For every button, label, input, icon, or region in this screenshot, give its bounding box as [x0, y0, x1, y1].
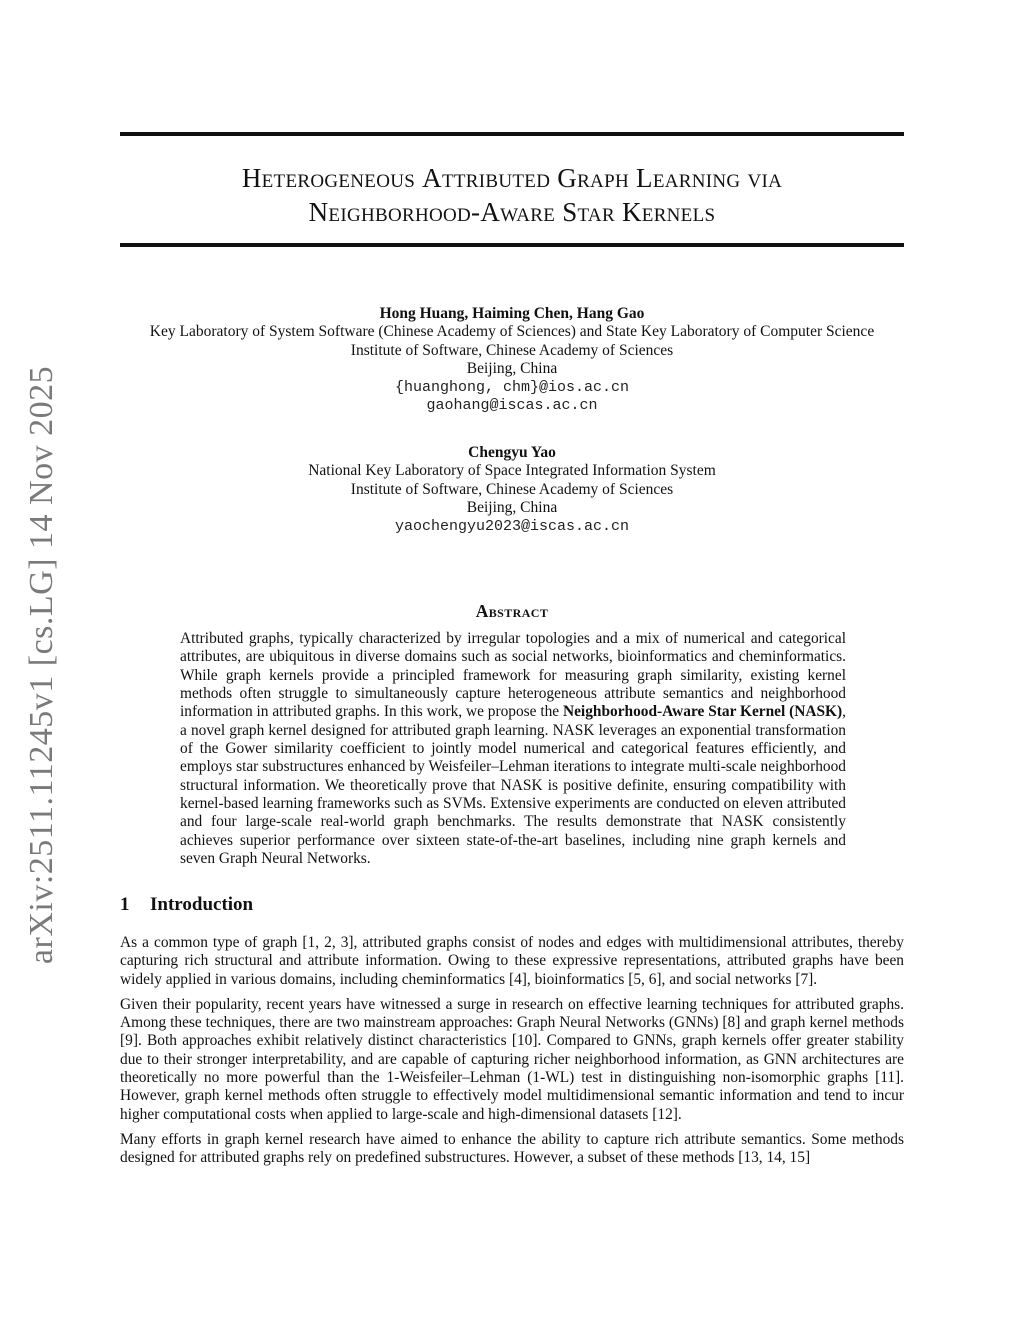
author-location: Beijing, China [466, 499, 558, 517]
abstract-text-part: Attributed graphs, typically characterized by irregular topologies and a mix of numerical and categorical attributes, are ubiquitous in diverse domains such as social networks, bioinformatics and cheminformatics. While graph kernels provide a principled framework for measuring graph similarity, existing kernel methods often struggle to simultaneously capture heterogeneous attribute semantics and neighborhood information in attributed graphs. In this work, we propose the [180, 630, 846, 721]
title-word: Heterogeneous [241, 163, 416, 193]
author-names: Chengyu Yao [468, 444, 556, 461]
section-heading-introduction [120, 894, 253, 916]
section-number: 1 [120, 894, 130, 915]
abstract-text-part: , a novel graph kernel designed for attributed graph learning. NASK leverages an exponential transformation of the Gower similarity coefficient to jointly model numerical and categorical features efficiently, and employs star substructures enhanced by Weisfeiler–Lehman iterations to integrate multi-scale neighborhood structural information. We theoretically prove that NASK is positive definite, ensuring compatibility with kernel-based learning frameworks such as SVMs. Extensive experiments are conducted on eleven attributed and four large-scale real-world graph benchmarks. The results demonstrate that NASK consistently achieves superior performance over sixteen state-of-the-art baselines, including nine graph kernels and seven Graph Neural Networks. [180, 703, 846, 868]
title-word: Attributed [422, 163, 551, 193]
author-email[interactable]: {huanghong, chm}@ios.ac.cn [394, 378, 630, 396]
abstract-text [180, 630, 846, 868]
body-paragraph: As a common type of graph [1, 2, 3], attributed graphs consist of nodes and edges with multidimensional attributes, thereby capturing rich structural and attribute information. Owing to these expressive representations, attributed graphs have been widely applied in various domains, including cheminformatics [4], bioinformatics [5, 6], and social networks [7]. [120, 934, 904, 988]
title-word: via [747, 163, 783, 193]
author-block-1 [100, 305, 924, 415]
title-word: Star [562, 197, 615, 227]
body-paragraph: Given their popularity, recent years have witnessed a surge in research on effective learning techniques for attributed graphs. Among these techniques, there are two mainstream approaches: Graph Neural Networks (GNNs) [8] and graph kernel methods [9]. Both approaches exhibit relatively distinct characteristics [10]. Compared to GNNs, graph kernels offer greater stability due to their stronger interpretability, and are capable of capturing richer neighborhood information, as GNN architectures are theoretically no more powerful than the 1-Weisfeiler–Lehman (1-WL) test in distinguishing non-isomorphic graphs [11]. However, graph kernel methods often struggle to effectively model multidimensional semantic information and tend to incur higher computational costs when applied to large-scale and high-dimensional datasets [12]. [120, 995, 904, 1123]
author-block-2 [100, 444, 924, 536]
title-top-rule [120, 132, 904, 136]
author-names: Hong Huang, Haiming Chen, Hang Gao [379, 305, 645, 322]
title-word: Learning [636, 163, 741, 193]
arxiv-stamp-text: arXiv:2511.11245v1 [cs.LG] 14 Nov 2025 [23, 365, 60, 965]
abstract-method-name: Neighborhood-Aware Star Kernel (NASK) [562, 703, 843, 721]
body-paragraph: Many efforts in graph kernel research have aimed to enhance the ability to capture rich attribute semantics. Some methods designed for attributed graphs rely on predefined substructures. However, a subset of these methods [13, 14, 15] [120, 1130, 904, 1166]
abstract-heading: Abstract [475, 601, 549, 621]
author-affiliation: Key Laboratory of System Software (Chinese Academy of Sciences) and State Key Laboratory of Computer Science [149, 323, 875, 341]
paper-title-line-2 [120, 194, 904, 230]
title-word: Kernels [621, 197, 716, 227]
section-title: Introduction [150, 894, 254, 915]
author-email[interactable]: gaohang@iscas.ac.cn [426, 397, 598, 415]
author-affiliation: National Key Laboratory of Space Integrated Information System [308, 462, 716, 480]
title-word: Neighborhood-Aware [308, 197, 556, 227]
author-location: Beijing, China [466, 360, 558, 378]
title-word: Graph [557, 163, 629, 193]
paper-title-line-1 [120, 160, 904, 196]
author-email[interactable]: yaochengyu2023@iscas.ac.cn [394, 517, 630, 535]
title-bottom-rule [120, 243, 904, 247]
author-affiliation: Institute of Software, Chinese Academy of Sciences [350, 480, 674, 498]
introduction-body [120, 934, 904, 1174]
author-affiliation: Institute of Software, Chinese Academy of Sciences [350, 341, 674, 359]
